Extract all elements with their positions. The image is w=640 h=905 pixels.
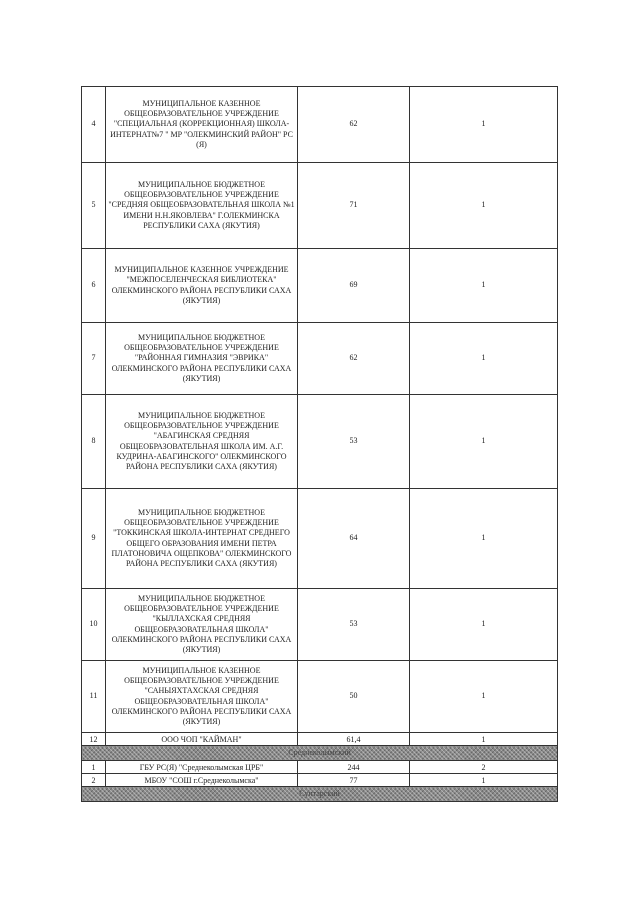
organization-name: МУНИЦИПАЛЬНОЕ БЮДЖЕТНОЕ ОБЩЕОБРАЗОВАТЕЛЬНОЕ УЧРЕЖДЕНИЕ "КЫЛЛАХСКАЯ СРЕДНЯЯ ОБЩЕОБРАЗОВАТЕЛЬНАЯ ШКОЛА" ОЛЕКМИНСКОГО РАЙОНА РЕСПУБЛИКИ САХА (ЯКУТИЯ) (106, 589, 298, 661)
table-row (82, 761, 558, 774)
score-value: 64 (298, 489, 410, 589)
table-row (82, 489, 558, 589)
count-value: 1 (410, 323, 558, 395)
score-value: 244 (298, 761, 410, 774)
count-value: 1 (410, 163, 558, 249)
table-row (82, 395, 558, 489)
organization-name: МУНИЦИПАЛЬНОЕ БЮДЖЕТНОЕ ОБЩЕОБРАЗОВАТЕЛЬНОЕ УЧРЕЖДЕНИЕ "ТОККИНСКАЯ ШКОЛА-ИНТЕРНАТ СРЕДНЕГО ОБЩЕГО ОБРАЗОВАНИЯ ИМЕНИ ПЕТРА ПЛАТОНОВИЧА ОЩЕПКОВА" ОЛЕКМИНСКОГО РАЙОНА РЕСПУБЛИКИ САХА (ЯКУТИЯ) (106, 489, 298, 589)
table-row (82, 323, 558, 395)
table-row (82, 661, 558, 733)
count-value: 1 (410, 589, 558, 661)
score-value: 53 (298, 395, 410, 489)
count-value: 1 (410, 249, 558, 323)
count-value: 2 (410, 761, 558, 774)
table-row (82, 87, 558, 163)
count-value: 1 (410, 774, 558, 787)
row-number: 10 (82, 589, 106, 661)
count-value: 1 (410, 489, 558, 589)
score-value: 71 (298, 163, 410, 249)
organization-name: МУНИЦИПАЛЬНОЕ БЮДЖЕТНОЕ ОБЩЕОБРАЗОВАТЕЛЬНОЕ УЧРЕЖДЕНИЕ "РАЙОННАЯ ГИМНАЗИЯ "ЭВРИКА" ОЛЕКМИНСКОГО РАЙОНА РЕСПУБЛИКИ САХА (ЯКУТИЯ) (106, 323, 298, 395)
table-row (82, 589, 558, 661)
score-value: 62 (298, 87, 410, 163)
section-title: Сунтарский (82, 787, 558, 802)
row-number: 12 (82, 733, 106, 746)
organization-name: ООО ЧОП "КАЙМАН" (106, 733, 298, 746)
section-header-row (82, 746, 558, 761)
count-value: 1 (410, 661, 558, 733)
section-title: Среднеколымский (82, 746, 558, 761)
score-value: 62 (298, 323, 410, 395)
row-number: 6 (82, 249, 106, 323)
score-value: 61,4 (298, 733, 410, 746)
count-value: 1 (410, 87, 558, 163)
organization-name: МУНИЦИПАЛЬНОЕ КАЗЕННОЕ ОБЩЕОБРАЗОВАТЕЛЬНОЕ УЧРЕЖДЕНИЕ "СПЕЦИАЛЬНАЯ (КОРРЕКЦИОННАЯ) ШКОЛА-ИНТЕРНАТ№7 " МР "ОЛЕКМИНСКИЙ РАЙОН" РС (Я) (106, 87, 298, 163)
organization-name: МУНИЦИПАЛЬНОЕ КАЗЕННОЕ УЧРЕЖДЕНИЕ "МЕЖПОСЕЛЕНЧЕСКАЯ БИБЛИОТЕКА" ОЛЕКМИНСКОГО РАЙОНА РЕСПУБЛИКИ САХА (ЯКУТИЯ) (106, 249, 298, 323)
results-table (81, 86, 558, 802)
table-row (82, 774, 558, 787)
row-number: 5 (82, 163, 106, 249)
organization-name: МУНИЦИПАЛЬНОЕ БЮДЖЕТНОЕ ОБЩЕОБРАЗОВАТЕЛЬНОЕ УЧРЕЖДЕНИЕ "АБАГИНСКАЯ СРЕДНЯЯ ОБЩЕОБРАЗОВАТЕЛЬНАЯ ШКОЛА ИМ. А.Г. КУДРИНА-АБАГИНСКОГО" ОЛЕКМИНСКОГО РАЙОНА РЕСПУБЛИКИ САХА (ЯКУТИЯ) (106, 395, 298, 489)
score-value: 50 (298, 661, 410, 733)
row-number: 7 (82, 323, 106, 395)
row-number: 1 (82, 761, 106, 774)
organization-name: МБОУ "СОШ г.Среднеколымска" (106, 774, 298, 787)
table-row (82, 163, 558, 249)
table-row (82, 249, 558, 323)
table-row (82, 733, 558, 746)
row-number: 8 (82, 395, 106, 489)
organization-name: ГБУ РС(Я) "Среднеколымская ЦРБ" (106, 761, 298, 774)
score-value: 53 (298, 589, 410, 661)
count-value: 1 (410, 395, 558, 489)
organization-name: МУНИЦИПАЛЬНОЕ БЮДЖЕТНОЕ ОБЩЕОБРАЗОВАТЕЛЬНОЕ УЧРЕЖДЕНИЕ "СРЕДНЯЯ ОБЩЕОБРАЗОВАТЕЛЬНАЯ ШКОЛА №1 ИМЕНИ Н.Н.ЯКОВЛЕВА" Г.ОЛЕКМИНСКА РЕСПУБЛИКИ САХА (ЯКУТИЯ) (106, 163, 298, 249)
score-value: 69 (298, 249, 410, 323)
row-number: 9 (82, 489, 106, 589)
row-number: 2 (82, 774, 106, 787)
section-header-row (82, 787, 558, 802)
row-number: 11 (82, 661, 106, 733)
score-value: 77 (298, 774, 410, 787)
row-number: 4 (82, 87, 106, 163)
organization-name: МУНИЦИПАЛЬНОЕ КАЗЕННОЕ ОБЩЕОБРАЗОВАТЕЛЬНОЕ УЧРЕЖДЕНИЕ "САНЫЯХТАХСКАЯ СРЕДНЯЯ ОБЩЕОБРАЗОВАТЕЛЬНАЯ ШКОЛА" ОЛЕКМИНСКОГО РАЙОНА РЕСПУБЛИКИ САХА (ЯКУТИЯ) (106, 661, 298, 733)
count-value: 1 (410, 733, 558, 746)
